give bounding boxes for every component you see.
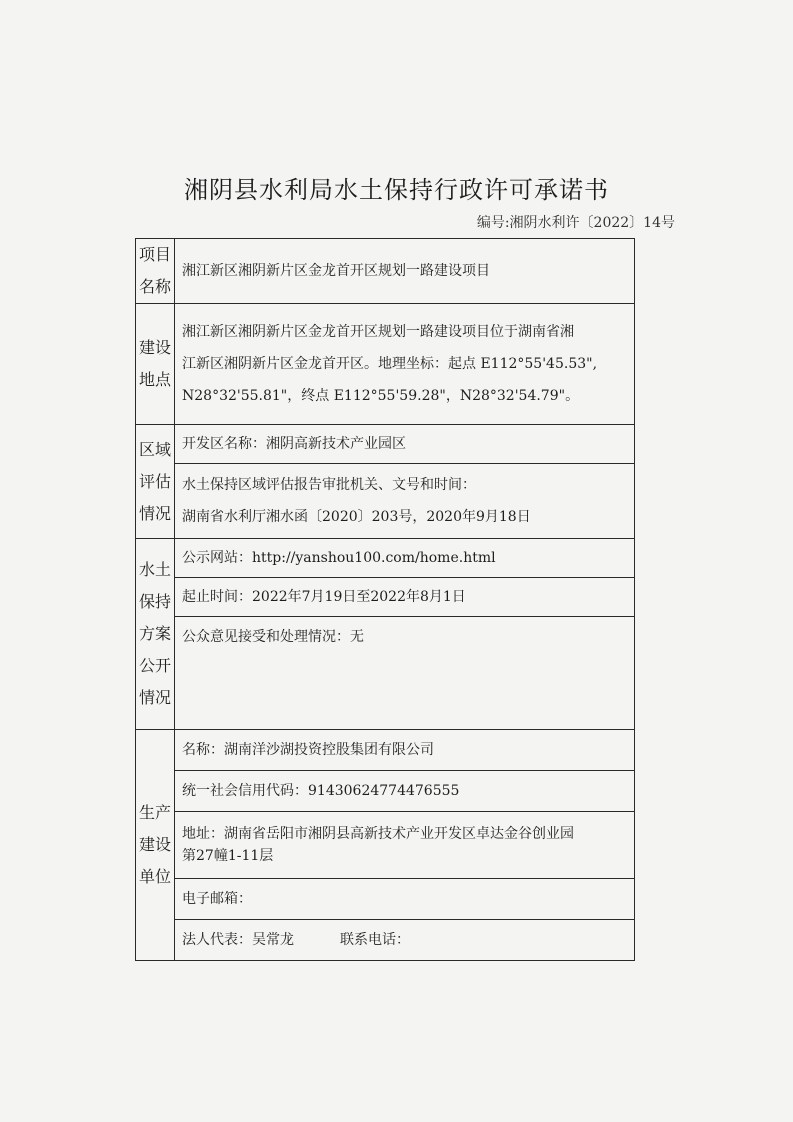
disclosure-period: 起止时间：2022年7月19日至2022年8月1日 [175, 578, 635, 617]
row-regional-eval-zone [136, 425, 635, 464]
row-builder-address [136, 812, 635, 879]
row-disclosure-opinions [136, 617, 635, 730]
approval-info [175, 464, 635, 539]
label-disclosure: 水土 保持 方案 公开 情况 [136, 539, 175, 730]
row-location [136, 304, 635, 425]
builder-address-line-2: 第27幢1-11层 [182, 848, 274, 864]
approval-caption: 水土保持区域评估报告审批机关、文号和时间： [182, 477, 476, 493]
builder-credit-code: 统一社会信用代码：91430624774476555 [175, 771, 635, 812]
row-builder-rep [136, 920, 635, 961]
builder-email: 电子邮箱： [175, 879, 635, 920]
document-number: 编号:湘阴水利许〔2022〕14号 [476, 215, 675, 231]
label-regional-eval: 区域 评估 情况 [136, 425, 175, 539]
row-builder-name [136, 730, 635, 771]
disclosure-website: 公示网站：http://yanshou100.com/home.html [175, 539, 635, 578]
dev-zone-name: 开发区名称：湘阴高新技术产业园区 [175, 425, 635, 464]
row-builder-credit [136, 771, 635, 812]
disclosure-opinions: 公众意见接受和处理情况：无 [175, 617, 635, 730]
label-project-name: 项目 名称 [136, 239, 175, 304]
location-value [175, 304, 635, 425]
legal-representative: 法人代表：吴常龙 [182, 931, 294, 948]
location-line-2: 江新区湘阴新片区金龙首开区。地理坐标：起点 E112°55'45.53", [182, 356, 598, 372]
row-disclosure-website [136, 539, 635, 578]
commitment-form-table [135, 238, 635, 961]
label-location: 建设 地点 [136, 304, 175, 425]
builder-name: 名称：湖南洋沙湖投资控股集团有限公司 [175, 730, 635, 771]
builder-rep-contact [175, 920, 635, 961]
location-line-3: N28°32'55.81"，终点 E112°55'59.28"，N28°32'54.79"。 [182, 388, 580, 404]
approval-value: 湖南省水利厅湘水函〔2020〕203号，2020年9月18日 [182, 509, 531, 525]
project-name-value: 湘江新区湘阴新片区金龙首开区规划一路建设项目 [175, 239, 635, 304]
label-builder: 生产 建设 单位 [136, 730, 175, 961]
contact-phone: 联系电话： [340, 931, 410, 948]
builder-address [175, 812, 635, 879]
location-line-1: 湘江新区湘阴新片区金龙首开区规划一路建设项目位于湖南省湘 [182, 324, 574, 340]
row-project-name [136, 239, 635, 304]
row-disclosure-period [136, 578, 635, 617]
row-builder-email [136, 879, 635, 920]
builder-address-line-1: 地址：湖南省岳阳市湘阴县高新技术产业开发区卓达金谷创业园 [182, 825, 574, 842]
document-title: 湘阴县水利局水土保持行政许可承诺书 [184, 176, 609, 204]
row-regional-eval-approval [136, 464, 635, 539]
